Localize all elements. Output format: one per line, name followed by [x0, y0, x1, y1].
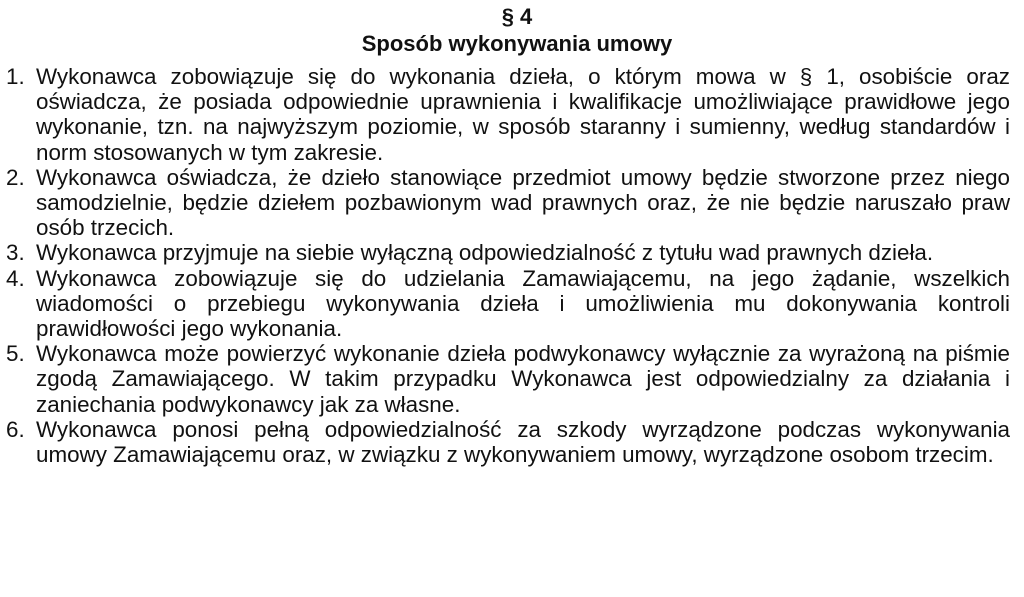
clause-number: 3.	[6, 240, 25, 266]
clause-number: 2.	[6, 164, 25, 190]
clause-list	[6, 64, 1010, 467]
clause-5	[6, 341, 1010, 417]
clause-text: Wykonawca ponosi pełną odpowiedzialność za szkody wyrządzone podczas wykonywania umowy Zamawiającemu oraz, w związku z wykonywaniem umowy, wyrządzone osobom trzecim.	[36, 416, 1010, 468]
clause-2	[6, 165, 1010, 241]
clause-text: Wykonawca zobowiązuje się do wykonania dzieła, o którym mowa w § 1, osobiście oraz oświadcza, że posiada odpowiednie uprawnienia i kwalifikacje umożliwiające prawidłowe jego wykonanie, tzn. na najwyższym poziomie, w sposób staranny i sumienny, według standardów i norm stosowanych w tym zakresie.	[36, 64, 1010, 165]
section-number: § 4	[501, 4, 533, 29]
clause-number: 4.	[6, 265, 25, 291]
section-title: Sposób wykonywania umowy	[361, 31, 673, 56]
clause-1	[6, 64, 1010, 165]
clause-text: Wykonawca może powierzyć wykonanie dzieła podwykonawcy wyłącznie za wyrażoną na piśmie zgodą Zamawiającego. W takim przypadku Wykonawca jest odpowiedzialny za działania i zaniechania podwykonawcy jak za własne.	[36, 341, 1010, 417]
clause-number: 1.	[6, 64, 25, 89]
clause-text: Wykonawca przyjmuje na siebie wyłączną odpowiedzialność z tytułu wad prawnych dzieła.	[36, 240, 934, 266]
clause-text: Wykonawca oświadcza, że dzieło stanowiące przedmiot umowy będzie stworzone przez niego samodzielnie, będzie dziełem pozbawionym wad prawnych oraz, że nie będzie naruszało praw osób trzecich.	[36, 164, 1010, 241]
clause-number: 6.	[6, 416, 25, 442]
clause-4	[6, 266, 1010, 342]
clause-number: 5.	[6, 341, 25, 367]
clause-text: Wykonawca zobowiązuje się do udzielania Zamawiającemu, na jego żądanie, wszelkich wiadomości o przebiegu wykonywania dzieła i umożliwienia mu dokonywania kontroli prawidłowości jego wykonania.	[36, 265, 1010, 342]
clause-6	[6, 417, 1010, 467]
clause-3	[6, 240, 1010, 265]
